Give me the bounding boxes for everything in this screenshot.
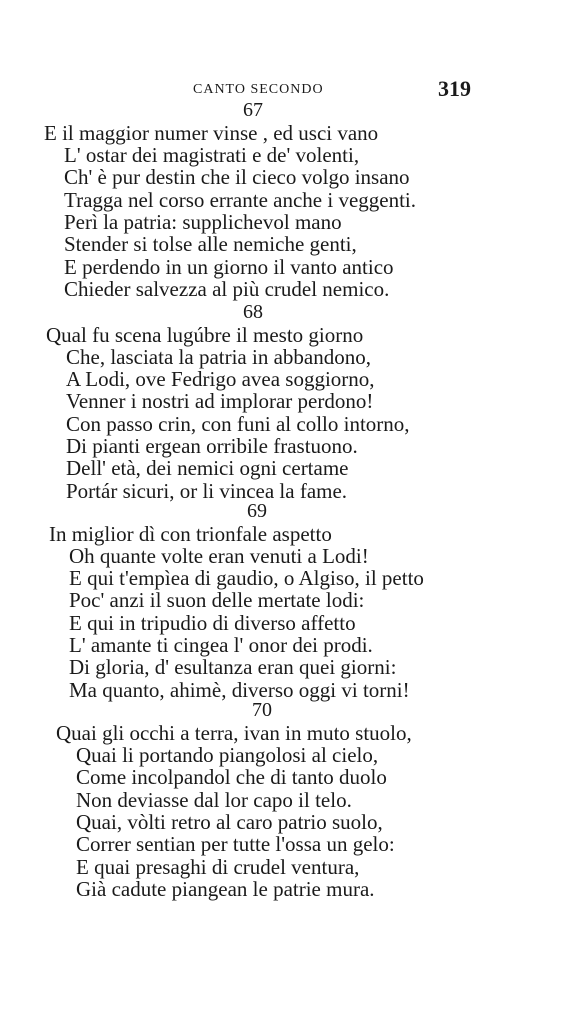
verse-line: Perì la patria: supplichevol mano [64, 210, 342, 234]
verse-line: Già cadute piangean le patrie mura. [76, 877, 375, 901]
verse-line: Come incolpandol che di tanto duolo [76, 765, 387, 789]
verse-line: E il maggior numer vinse , ed usci vano [44, 121, 379, 145]
stanza-number: 69 [247, 500, 267, 522]
verse-line: Stender si tolse alle nemiche genti, [64, 232, 357, 256]
running-title: CANTO SECONDO [193, 82, 324, 97]
verse-line: Quai gli occhi a terra, ivan in muto stuolo, [56, 721, 412, 745]
verse-line: Con passo crin, con funi al collo intorno, [66, 412, 410, 436]
verse-line: Venner i nostri ad implorar perdono! [66, 389, 374, 413]
stanza-number: 68 [243, 301, 263, 323]
verse-line: Poc' anzi il suon delle mertate lodi: [69, 588, 365, 612]
verse-line: Qual fu scena lugúbre il mesto giorno [46, 323, 364, 347]
verse-line: L' ostar dei magistrati e de' volenti, [64, 143, 360, 167]
verse-line: L' amante ti cingea l' onor dei prodi. [69, 633, 373, 657]
verse-line: E qui t'empìea di gaudio, o Algiso, il petto [69, 566, 424, 590]
verse-line: A Lodi, ove Fedrigo avea soggiorno, [66, 367, 375, 391]
verse-line: Quai li portando piangolosi al cielo, [76, 743, 379, 767]
verse-line: Dell' età, dei nemici ogni certame [66, 456, 349, 480]
verse-line: Tragga nel corso errante anche i veggenti. [64, 188, 417, 212]
verse-line: Di gloria, d' esultanza eran quei giorni: [69, 655, 397, 679]
verse-line: Non deviasse dal lor capo il telo. [76, 788, 352, 812]
verse-line: Portár sicuri, or li vincea la fame. [66, 479, 348, 503]
verse-line: Correr sentian per tutte l'ossa un gelo: [76, 832, 395, 856]
verse-line: Di pianti ergean orribile frastuono. [66, 434, 358, 458]
verse-line: E quai presaghi di crudel ventura, [76, 855, 360, 879]
verse-line: Quai, vòlti retro al caro patrio suolo, [76, 810, 383, 834]
verse-line: In miglior dì con trionfale aspetto [49, 522, 332, 546]
verse-line: Chieder salvezza al più crudel nemico. [64, 277, 390, 301]
verse-line: Ma quanto, ahimè, diverso oggi vi torni! [69, 678, 410, 702]
stanza-number: 70 [252, 699, 272, 721]
stanza-number: 67 [243, 99, 263, 121]
verse-line: Oh quante volte eran venuti a Lodi! [69, 544, 369, 568]
verse-line: E perdendo in un giorno il vanto antico [64, 255, 394, 279]
verse-line: E qui in tripudio di diverso affetto [69, 611, 356, 635]
verse-line: Che, lasciata la patria in abbandono, [66, 345, 371, 369]
verse-line: Ch' è pur destin che il cieco volgo insano [64, 165, 410, 189]
page-number: 319 [438, 76, 471, 101]
